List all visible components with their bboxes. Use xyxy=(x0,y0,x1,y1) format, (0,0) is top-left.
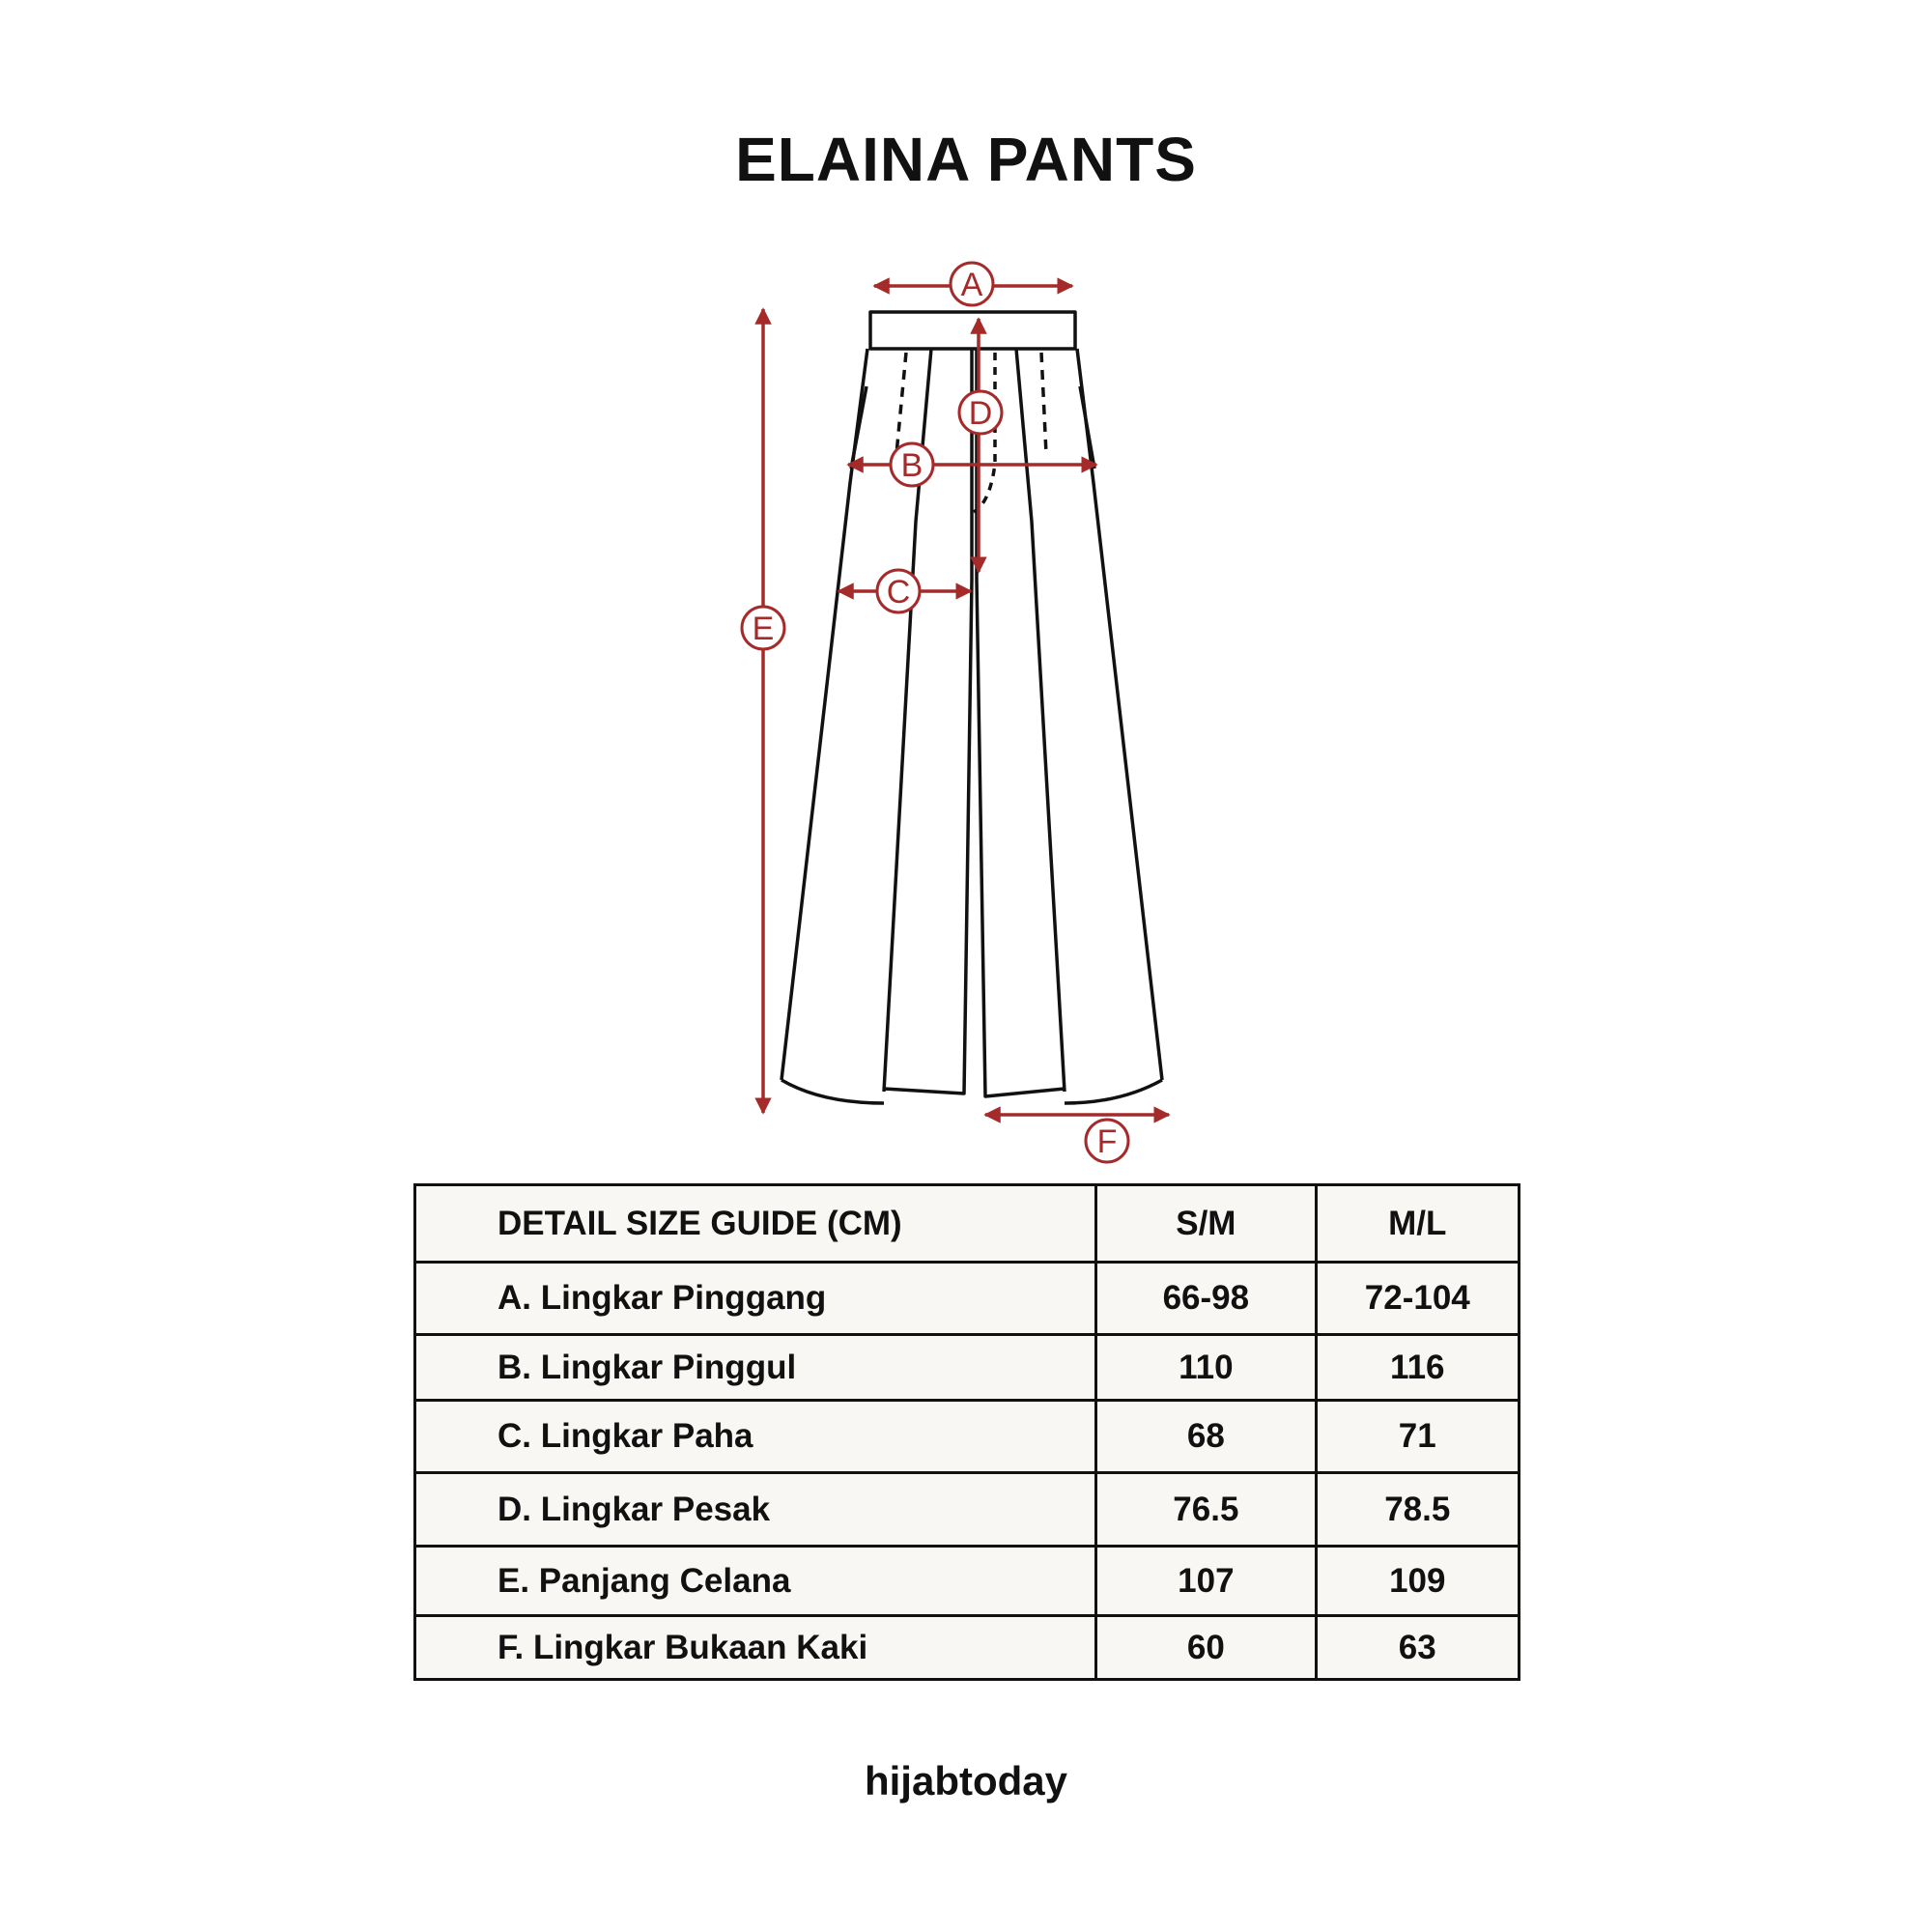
table-row xyxy=(415,1547,1520,1616)
table-header-row xyxy=(415,1185,1520,1263)
row-sm: 66-98 xyxy=(1096,1263,1316,1335)
size-guide-table xyxy=(413,1183,1520,1681)
row-name: B. Lingkar Pinggul xyxy=(415,1335,1096,1401)
row-ml: 116 xyxy=(1316,1335,1519,1401)
row-sm: 68 xyxy=(1096,1401,1316,1473)
label-c-text: C xyxy=(886,574,911,611)
label-c xyxy=(877,570,920,612)
label-d xyxy=(959,391,1002,434)
row-name: C. Lingkar Paha xyxy=(415,1401,1096,1473)
label-b-text: B xyxy=(900,447,923,484)
row-ml: 71 xyxy=(1316,1401,1519,1473)
header-detail: DETAIL SIZE GUIDE (CM) xyxy=(415,1185,1096,1263)
label-e xyxy=(742,607,784,649)
row-sm: 60 xyxy=(1096,1616,1316,1680)
table-row xyxy=(415,1401,1520,1473)
table-row xyxy=(415,1473,1520,1547)
label-f xyxy=(1086,1120,1128,1162)
brand-logo: hijabtoday xyxy=(864,1758,1068,1804)
label-a-text: A xyxy=(960,267,983,303)
row-sm: 110 xyxy=(1096,1335,1316,1401)
table-row xyxy=(415,1616,1520,1680)
label-a xyxy=(951,263,993,305)
label-e-text: E xyxy=(752,611,775,647)
label-f-text: F xyxy=(1096,1123,1118,1160)
row-name: D. Lingkar Pesak xyxy=(415,1473,1096,1547)
label-b xyxy=(891,443,933,486)
page-title: ELAINA PANTS xyxy=(735,125,1197,194)
row-name: A. Lingkar Pinggang xyxy=(415,1263,1096,1335)
table-row xyxy=(415,1263,1520,1335)
header-ml: M/L xyxy=(1316,1185,1519,1263)
row-ml: 72-104 xyxy=(1316,1263,1519,1335)
header-sm: S/M xyxy=(1096,1185,1316,1263)
row-ml: 109 xyxy=(1316,1547,1519,1616)
row-name: E. Panjang Celana xyxy=(415,1547,1096,1616)
label-d-text: D xyxy=(968,395,993,432)
measurement-labels xyxy=(742,263,1128,1162)
table-row xyxy=(415,1335,1520,1401)
row-ml: 78.5 xyxy=(1316,1473,1519,1547)
row-name: F. Lingkar Bukaan Kaki xyxy=(415,1616,1096,1680)
row-sm: 107 xyxy=(1096,1547,1316,1616)
row-ml: 63 xyxy=(1316,1616,1519,1680)
row-sm: 76.5 xyxy=(1096,1473,1316,1547)
